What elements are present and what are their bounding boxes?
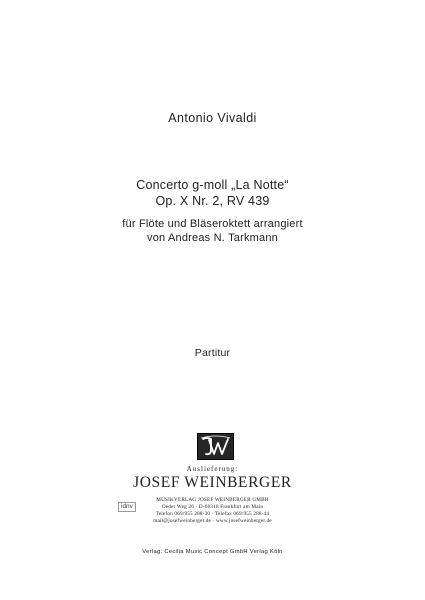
composer-name: Antonio Vivaldi <box>168 111 257 125</box>
delivery-label: Auslieferung: <box>186 465 239 473</box>
arrangement-line-1: für Flöte und Bläseroktett arrangiert <box>122 218 303 230</box>
jw-monogram-icon <box>197 433 234 460</box>
publisher-web: mail@josefweinberger.de · www.josefweinberger.de <box>153 518 272 524</box>
work-title <box>0 177 425 209</box>
arrangement-note <box>0 217 425 245</box>
work-title-line-2: Op. X Nr. 2, RV 439 <box>155 194 270 208</box>
score-type-label: Partitur <box>194 347 231 359</box>
publisher-company: MUSIKVERLAG JOSEF WEINBERGER GMBH <box>156 497 269 503</box>
work-title-line-1: Concerto g-moll „La Notte“ <box>136 178 289 192</box>
publisher-name: JOSEF WEINBERGER <box>133 474 292 491</box>
idnv-badge: idnv <box>118 502 136 512</box>
publisher-address: Oeder Weg 26 · D-60318 Frankfurt am Main <box>161 504 264 510</box>
publisher-phone-fax: Telefon 069/955 288-30 · Telefax 069/955 288-44 <box>155 511 270 517</box>
arrangement-line-2: von Andreas N. Tarkmann <box>147 232 278 244</box>
publisher-footer: Verlag: Cecilia Music Concept GmbH Verlag Köln <box>142 549 283 555</box>
